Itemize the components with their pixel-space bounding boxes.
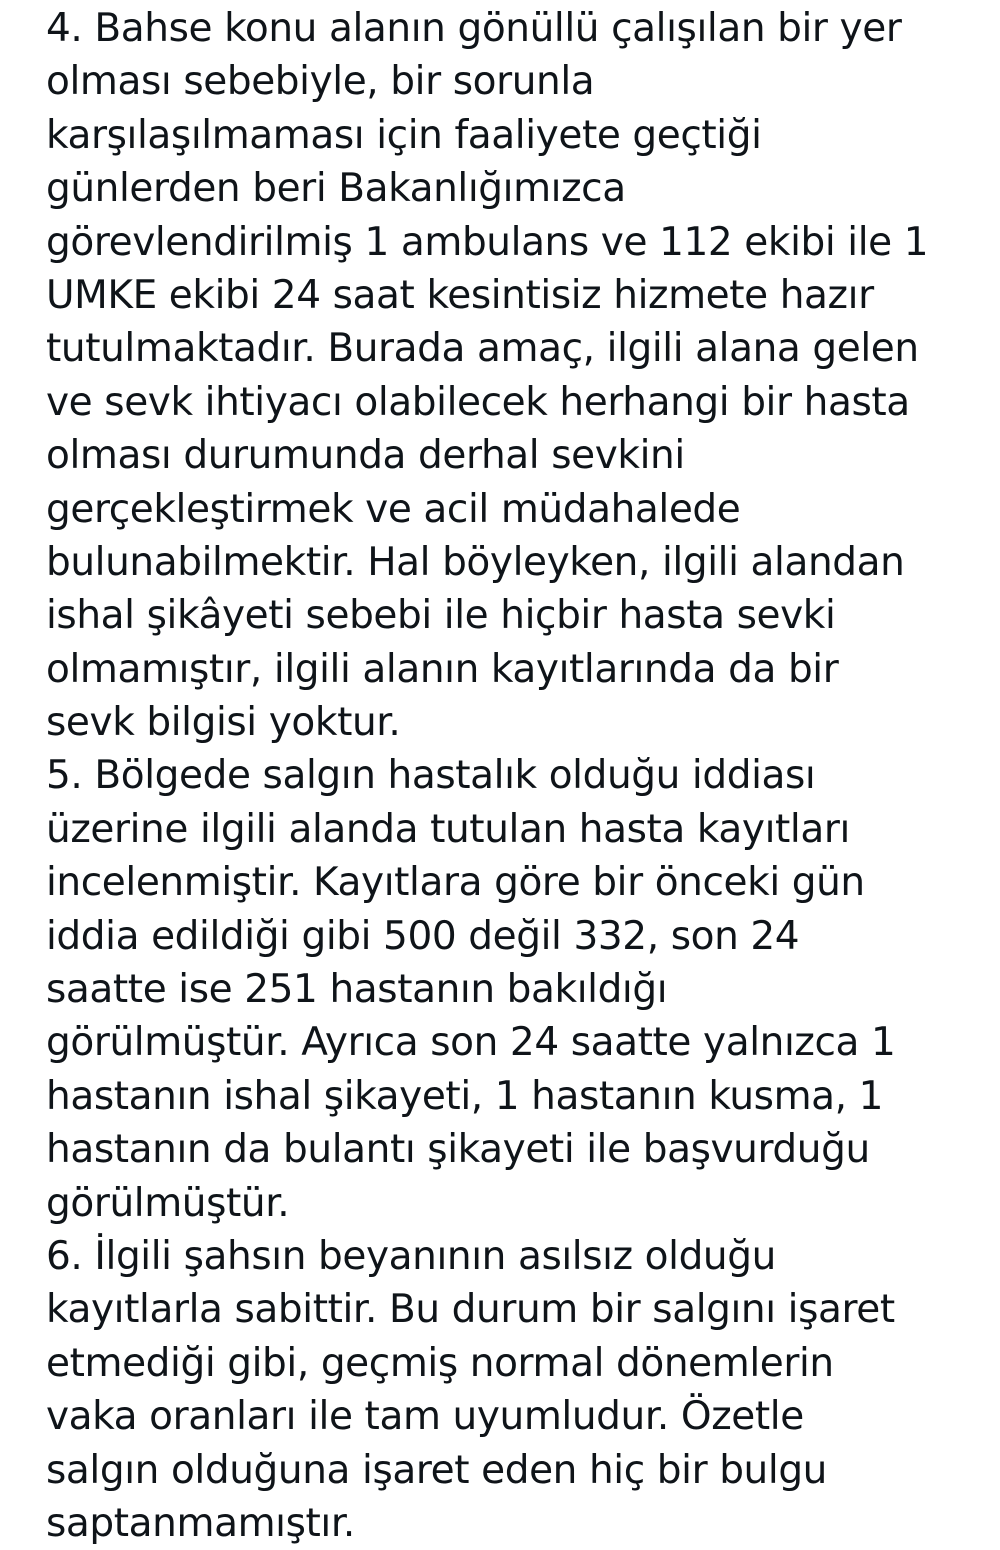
text-line: ishal şikâyeti sebebi ile hiçbir hasta sevki [46,593,836,639]
text-line: görülmüştür. [46,1180,290,1226]
text-line: saptanmamıştır. [46,1500,355,1546]
text-line: iddia edildiği gibi 500 değil 332, son 24 [46,913,800,959]
text-line: olması durumunda derhal sevkini [46,433,685,479]
text-line: olması sebebiyle, bir sorunla [46,59,595,105]
text-line: 4. Bahse konu alanın gönüllü çalışılan bir yer [46,6,902,51]
text-line: kayıtlarla sabittir. Bu durum bir salgını işaret [46,1287,895,1333]
text-line: hastanın da bulantı şikayeti ile başvurduğu [46,1127,870,1173]
text-line: 6. İlgili şahsın beyanının asılsız olduğu [46,1233,776,1279]
text-line: ve sevk ihtiyacı olabilecek herhangi bir hasta [46,379,910,425]
tweet-body-text [46,2,976,1550]
text-line: 5. Bölgede salgın hastalık olduğu iddiası [46,753,816,799]
text-line: saatte ise 251 hastanın bakıldığı [46,967,668,1013]
text-line: bulunabilmektir. Hal böyleyken, ilgili alandan [46,539,905,585]
text-line: karşılaşılmaması için faaliyete geçtiği [46,112,762,158]
text-line: etmediği gibi, geçmiş normal dönemlerin [46,1340,834,1386]
text-line: görevlendirilmiş 1 ambulans ve 112 ekibi ile 1 [46,219,929,265]
text-line: üzerine ilgili alanda tutulan hasta kayıtları [46,806,850,852]
text-line: hastanın ishal şikayeti, 1 hastanın kusma, 1 [46,1073,884,1119]
text-line: UMKE ekibi 24 saat kesintisiz hizmete hazır [46,272,874,318]
text-line: salgın olduğuna işaret eden hiç bir bulgu [46,1447,827,1493]
text-line: olmamıştır, ilgili alanın kayıtlarında da bir [46,646,839,692]
text-line: gerçekleştirmek ve acil müdahalede [46,486,741,532]
text-line: günlerden beri Bakanlığımızca [46,166,626,212]
text-line: incelenmiştir. Kayıtlara göre bir önceki gün [46,860,865,906]
text-line: görülmüştür. Ayrıca son 24 saatte yalnızca 1 [46,1020,896,1066]
text-line: tutulmaktadır. Burada amaç, ilgili alana gelen [46,326,919,372]
text-line: sevk bilgisi yoktur. [46,700,401,746]
text-line: vaka oranları ile tam uyumludur. Özetle [46,1394,804,1440]
